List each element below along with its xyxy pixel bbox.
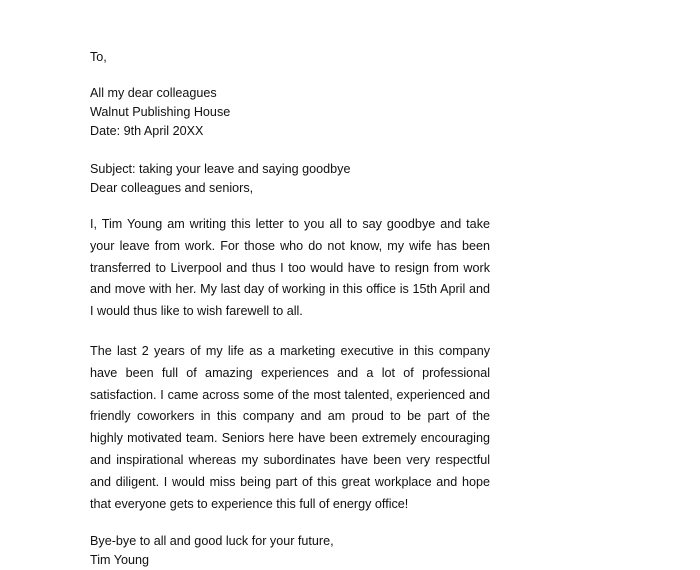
letter <box>90 48 490 570</box>
company-name: Walnut Publishing House <box>90 105 231 119</box>
closing-line: Bye-bye to all and good luck for your future, <box>90 534 334 549</box>
letter-date: Date: 9th April 20XX <box>90 124 204 138</box>
recipient: All my dear colleagues <box>90 86 217 100</box>
salutation: Dear colleagues and seniors, <box>90 181 254 195</box>
body-paragraph-2: The last 2 years of my life as a marketing executive in this company have been full of amazing experiences and a lot of professional satisfaction. I came across some of the most talented, experienced and friendly coworkers in this company and am proud to be part of the highly motivated team. Seniors here have been extremely encouraging and inspirational whereas my subordinates have been very respectful and diligent. I would miss being part of this great workplace and hope that everyone gets to experience this full of energy office! <box>90 343 490 511</box>
body-paragraph-1: I, Tim Young am writing this letter to you all to say goodbye and take your leave from work. For those who do not know, my wife has been transferred to Liverpool and thus I too would have to resign from work and move with her. My last day of working in this office is 15th April and I would thus like to wish farewell to all. <box>90 217 490 319</box>
subject-line: Subject: taking your leave and saying goodbye <box>90 162 351 176</box>
signature: Tim Young <box>90 553 150 568</box>
letter-to: To, <box>90 50 107 64</box>
